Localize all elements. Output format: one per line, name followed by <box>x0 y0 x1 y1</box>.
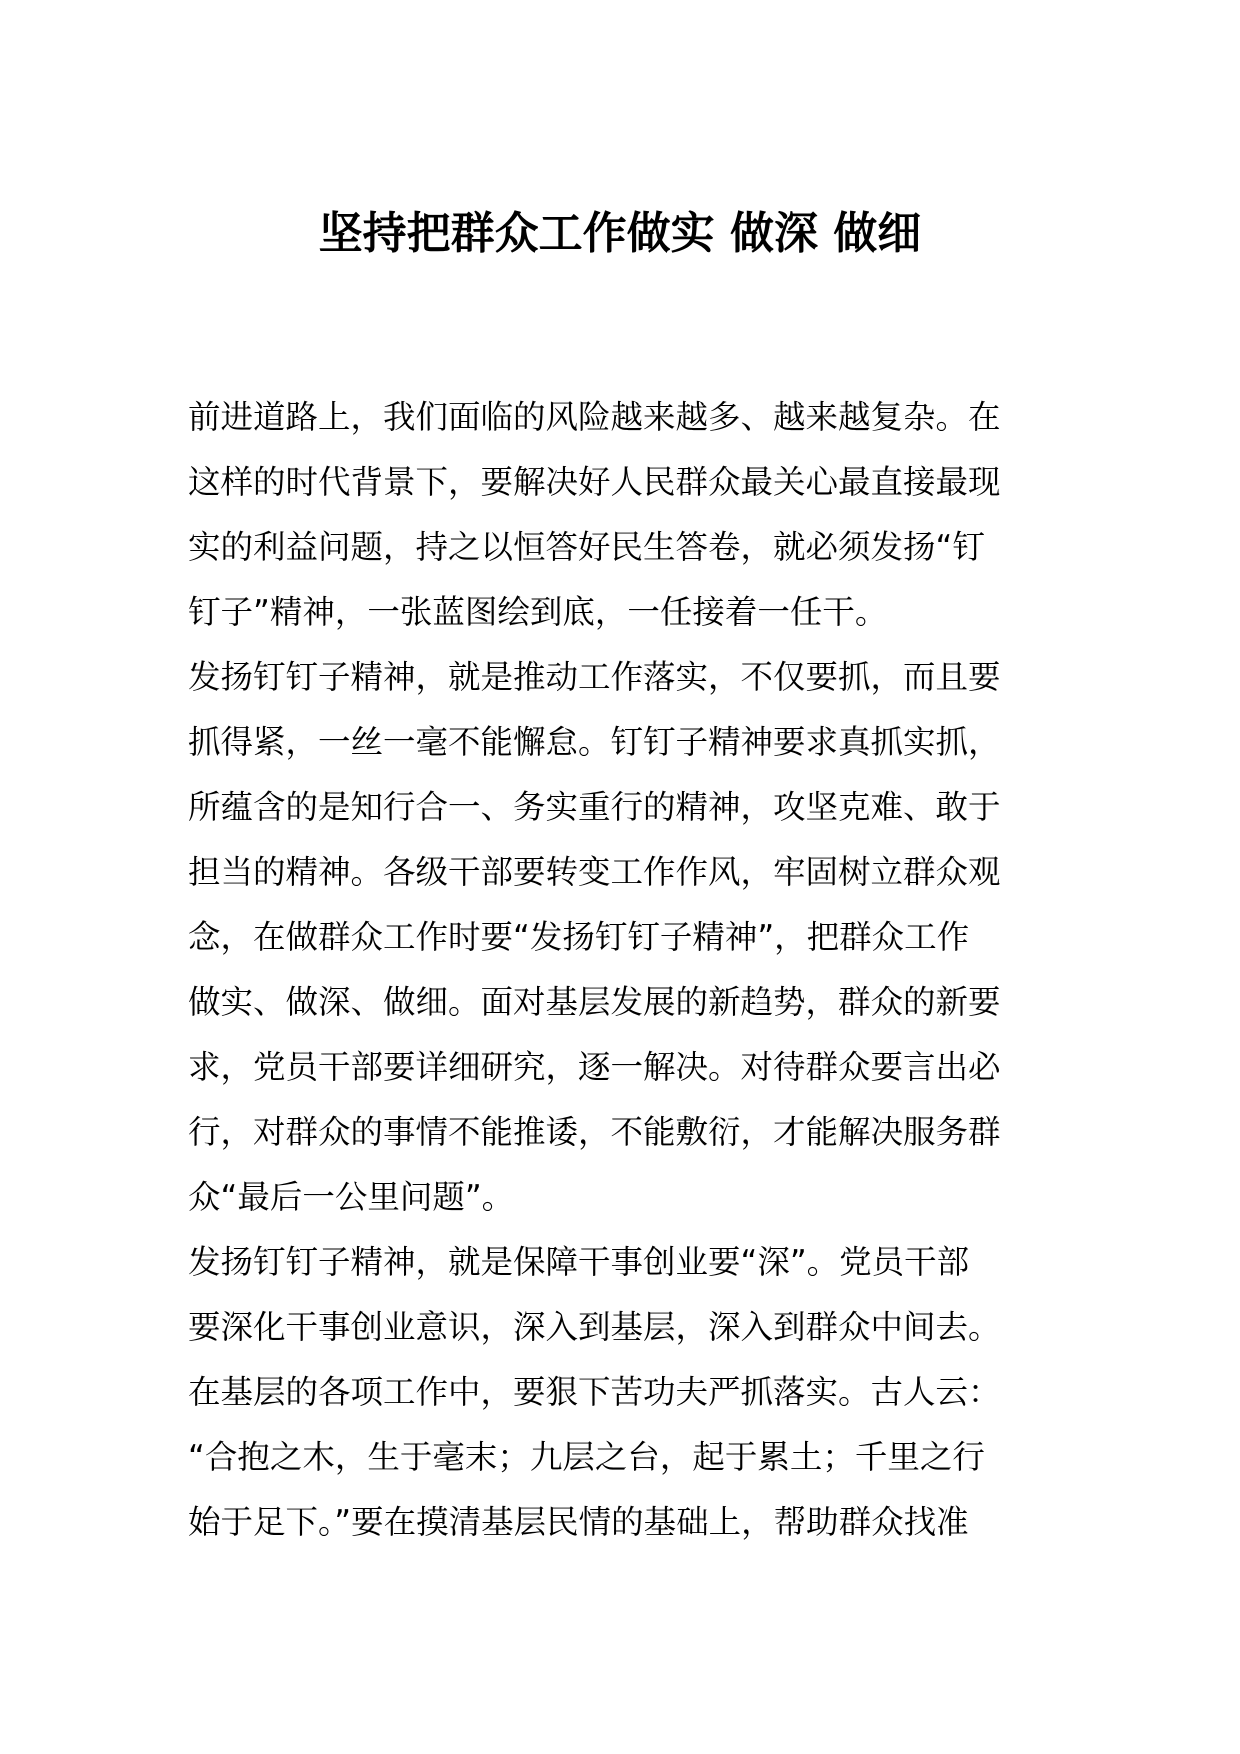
body-line: 发扬钉钉子精神，就是推动工作落实，不仅要抓，而且要 <box>188 658 1001 696</box>
body-line: 担当的精神。各级干部要转变工作作风，牢固树立群众观 <box>188 853 1001 891</box>
body-line: 在基层的各项工作中，要狠下苦功夫严抓落实。古人云： <box>188 1373 1001 1411</box>
body-line: 做实、做深、做细。面对基层发展的新趋势，群众的新要 <box>188 983 1001 1021</box>
body-line: 求，党员干部要详细研究，逐一解决。对待群众要言出必 <box>188 1048 1001 1086</box>
body-line: 始于足下。”要在摸清基层民情的基础上，帮助群众找准 <box>188 1503 969 1541</box>
body-line: 钉子”精神，一张蓝图绘到底，一任接着一任干。 <box>188 593 888 631</box>
document-title: 坚持把群众工作做实 做深 做细 <box>318 208 922 259</box>
body-line: 念，在做群众工作时要“发扬钉钉子精神”，把群众工作 <box>188 918 970 956</box>
body-line: 行，对群众的事情不能推诿，不能敷衍，才能解决服务群 <box>188 1113 1001 1151</box>
body-line: 众“最后一公里问题”。 <box>188 1178 515 1216</box>
body-line: “合抱之木，生于毫末；九层之台，起于累土；千里之行 <box>188 1438 985 1476</box>
body-line: 抓得紧，一丝一毫不能懈怠。钉钉子精神要求真抓实抓， <box>188 723 1001 761</box>
body-line: 实的利益问题，持之以恒答好民生答卷，就必须发扬“钉 <box>188 528 985 566</box>
body-line: 所蕴含的是知行合一、务实重行的精神，攻坚克难、敢于 <box>188 788 1001 826</box>
body-line: 要深化干事创业意识，深入到基层，深入到群众中间去。 <box>188 1308 1001 1346</box>
document-body <box>188 385 1058 1555</box>
body-line: 这样的时代背景下，要解决好人民群众最关心最直接最现 <box>188 463 1001 501</box>
body-line: 前进道路上，我们面临的风险越来越多、越来越复杂。在 <box>188 398 1001 436</box>
body-line: 发扬钉钉子精神，就是保障干事创业要“深”。党员干部 <box>188 1243 970 1281</box>
